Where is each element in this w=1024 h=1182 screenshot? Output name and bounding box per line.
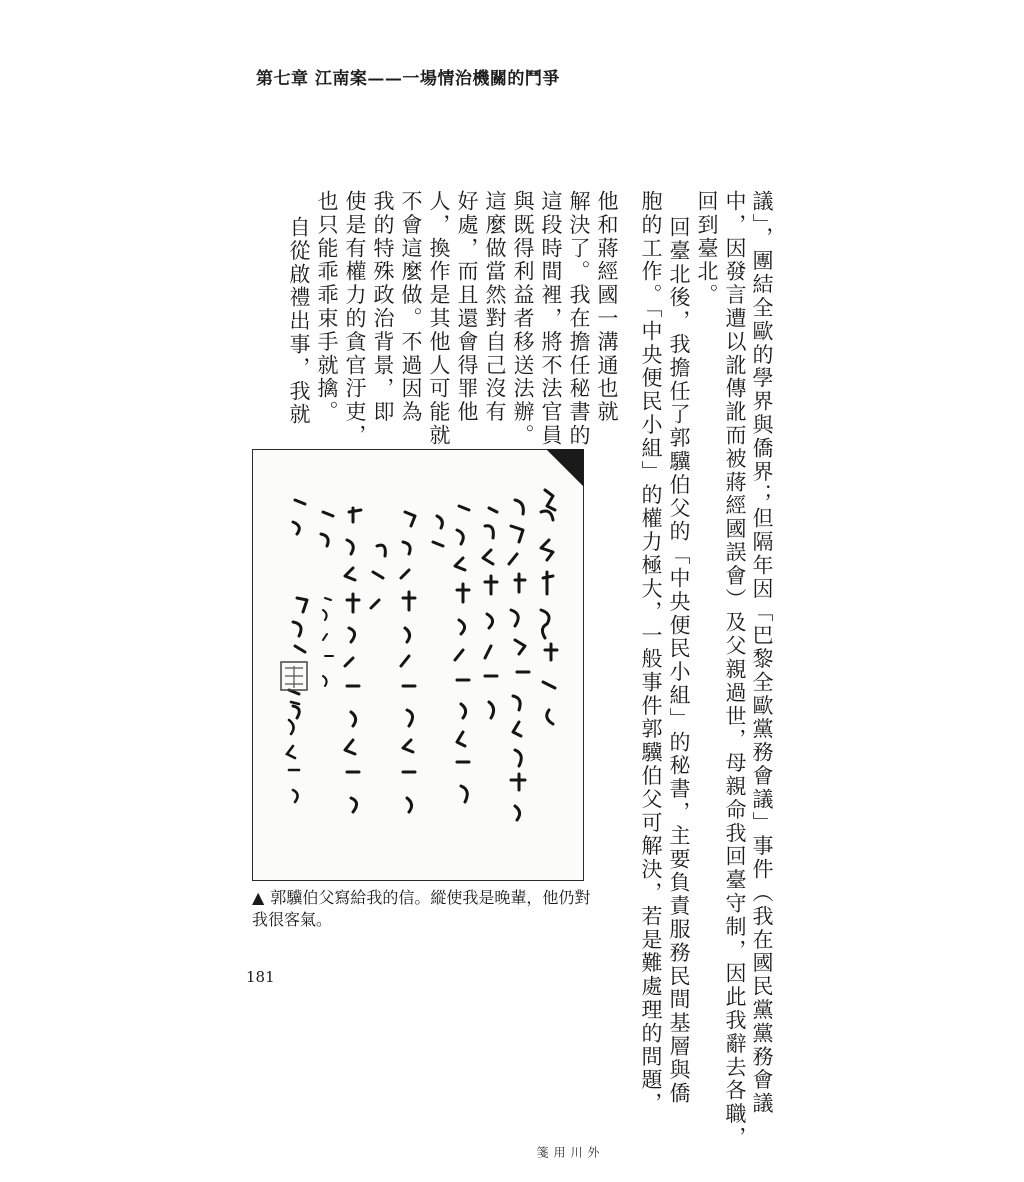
body-column: 好處，而且還會得罪他 xyxy=(455,190,479,424)
body-column: 使是有權力的貪官汙吏， xyxy=(343,190,367,448)
chapter-header: 第七章 江南案——一場情治機關的鬥爭 xyxy=(256,69,560,89)
body-column: 解決了。我在擔任秘書的 xyxy=(567,190,591,448)
body-column: 人，換作是其他人可能就 xyxy=(427,190,451,448)
body-column: 這段時間裡，將不法官員 xyxy=(539,190,563,448)
page-number: 181 xyxy=(246,968,275,986)
body-column: 他和蔣經國一溝通也就 xyxy=(595,190,619,424)
body-column: 不會這麼做。不過因為 xyxy=(399,190,423,424)
body-column: 回臺北後，我擔任了郭驥伯父的「中央便民小組」的秘書，主要負責服務民間基層與僑 xyxy=(667,216,691,1106)
body-column: 也只能乖乖束手就擒。 xyxy=(315,190,339,424)
body-column: 回到臺北。 xyxy=(695,190,719,307)
body-column: 議」，團結全歐的學界與僑界；但隔年因「巴黎全歐黨務會議」事件（我在國民黨黨務會議 xyxy=(750,190,774,1116)
body-column: 這麼做當然對自己沒有 xyxy=(483,190,507,424)
stationery-mark: 外川用箋 xyxy=(535,1146,600,1182)
body-column: 與既得利益者移送法辦。 xyxy=(511,190,535,448)
body-column: 中，因發言遭以訛傳訛而被蔣經國誤會）及父親過世，母親命我回臺守制，因此我辭去各職， xyxy=(723,190,747,1150)
body-column: 我的特殊政治背景，即 xyxy=(371,190,395,424)
body-column: 胞的工作。「中央便民小組」的權力極大，一般事件郭驥伯父可解決，若是難處理的問題， xyxy=(639,190,663,1116)
body-column: 自從啟禮出事，我就 xyxy=(287,216,311,427)
figure-caption xyxy=(252,887,592,931)
handwriting-strokes xyxy=(253,450,583,880)
caption-text: 郭驥伯父寫給我的信。縱使我是晚輩，他仍對我很客氣。 xyxy=(252,888,591,929)
caption-marker: ▲ xyxy=(252,888,265,907)
